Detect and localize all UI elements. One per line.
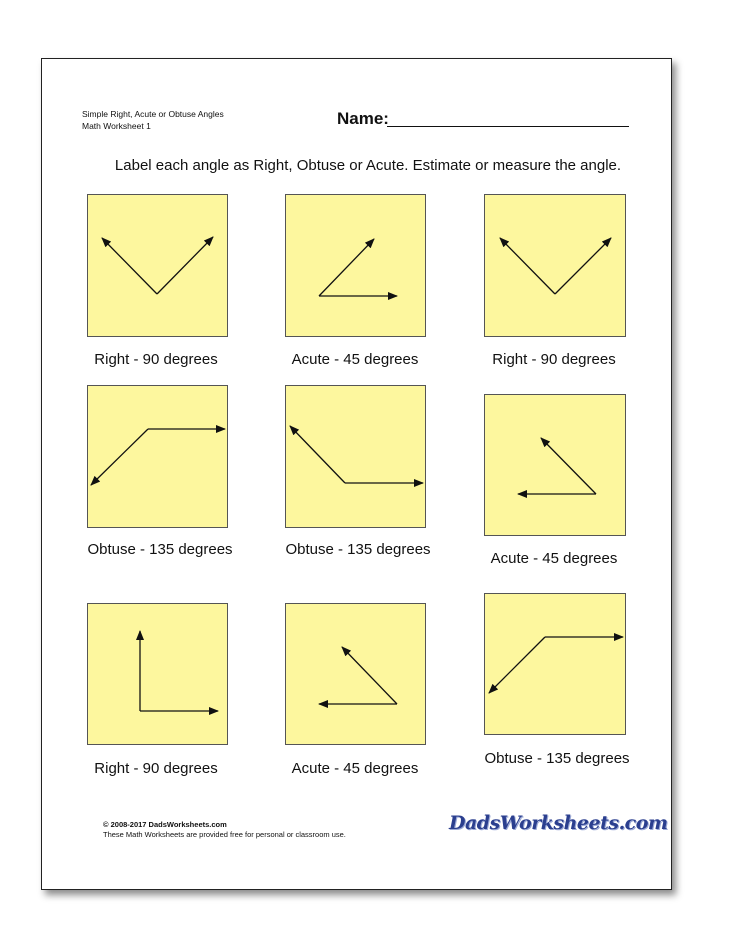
copyright-text: © 2008-2017 DadsWorksheets.com xyxy=(103,820,227,829)
answer-7: Right - 90 degrees xyxy=(94,760,218,777)
angle-diagram-4 xyxy=(88,386,227,527)
answer-8: Acute - 45 degrees xyxy=(291,760,419,777)
answer-4: Obtuse - 135 degrees xyxy=(87,541,233,558)
angle-diagram-5 xyxy=(286,386,425,527)
angle-diagram-6 xyxy=(485,395,625,535)
worksheet-title: Simple Right, Acute or Obtuse Angles xyxy=(82,109,224,119)
instructions: Label each angle as Right, Obtuse or Acute. Estimate or measure the angle. xyxy=(114,157,622,174)
answer-2: Acute - 45 degrees xyxy=(291,351,419,368)
footer xyxy=(103,820,346,840)
answer-3: Right - 90 degrees xyxy=(492,351,616,368)
worksheet-subtitle: Math Worksheet 1 xyxy=(82,121,151,131)
answer-6: Acute - 45 degrees xyxy=(490,550,618,567)
usage-note: These Math Worksheets are provided free for personal or classroom use. xyxy=(103,830,346,839)
angle-diagram-1 xyxy=(88,195,227,336)
angle-box-4 xyxy=(87,385,228,528)
angle-diagram-9 xyxy=(485,594,625,734)
angle-box-8 xyxy=(285,603,426,745)
answer-1: Right - 90 degrees xyxy=(94,351,218,368)
angle-box-9 xyxy=(484,593,626,735)
angle-box-2 xyxy=(285,194,426,337)
angle-box-5 xyxy=(285,385,426,528)
answer-5: Obtuse - 135 degrees xyxy=(285,541,431,558)
answer-9: Obtuse - 135 degrees xyxy=(484,750,630,767)
name-label: Name: xyxy=(337,109,389,128)
angle-box-3 xyxy=(484,194,626,337)
angle-diagram-8 xyxy=(286,604,425,744)
angle-box-7 xyxy=(87,603,228,745)
angle-diagram-3 xyxy=(485,195,625,336)
worksheet-header xyxy=(82,108,224,132)
angle-diagram-2 xyxy=(286,195,425,336)
dadsworksheets-logo[interactable]: DadsWorksheets.com xyxy=(449,812,668,834)
angle-box-1 xyxy=(87,194,228,337)
angle-box-6 xyxy=(484,394,626,536)
name-field[interactable] xyxy=(387,126,629,127)
angle-diagram-7 xyxy=(88,604,227,744)
